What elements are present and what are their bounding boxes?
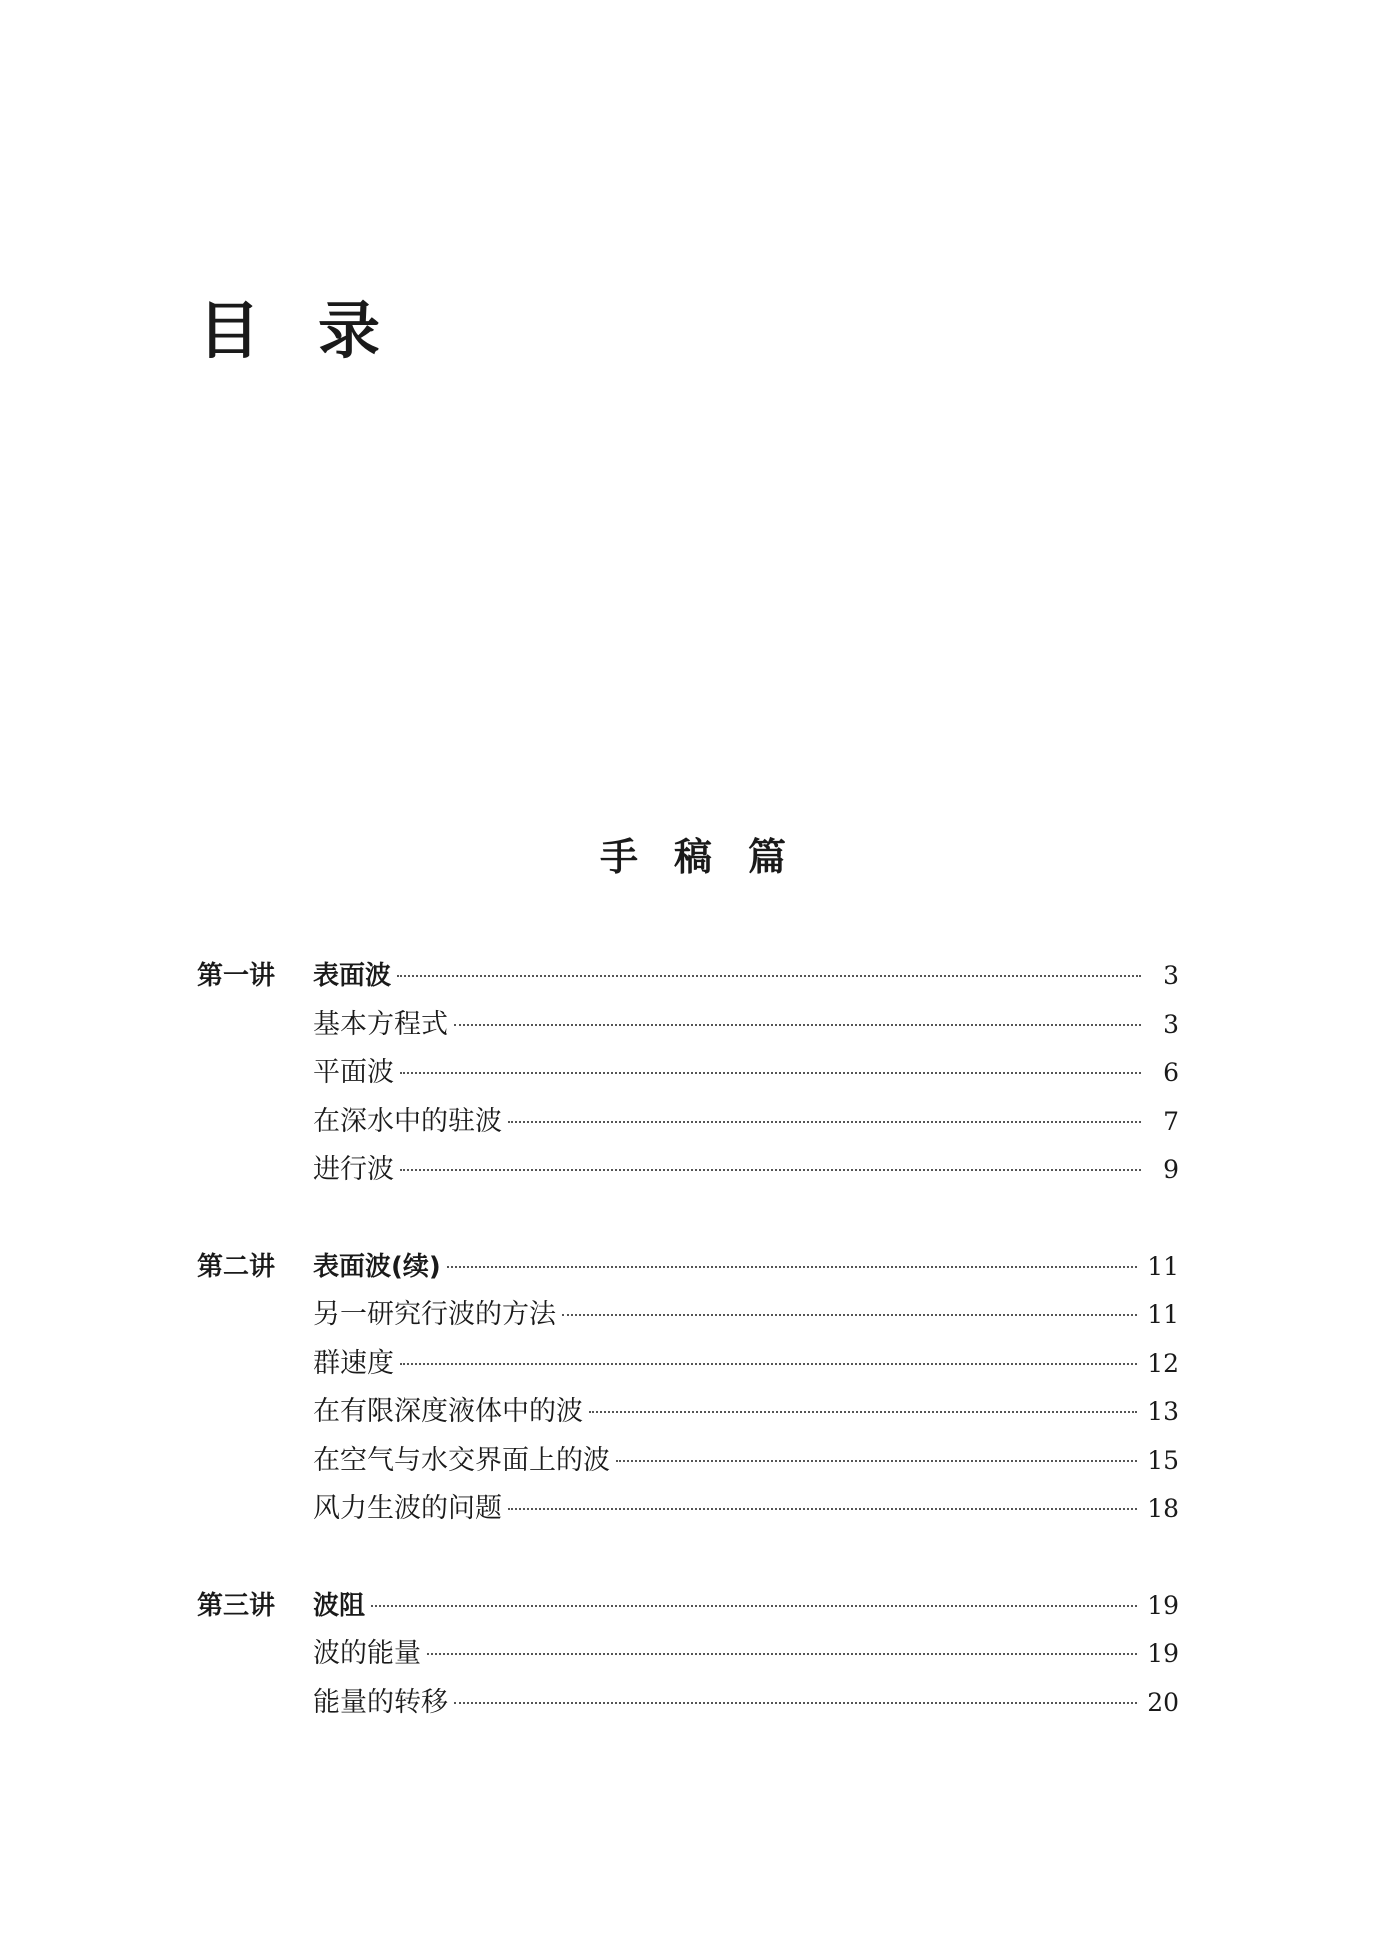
entry-title: 另一研究行波的方法: [313, 1299, 556, 1330]
toc-entry[interactable]: [197, 1485, 1179, 1534]
entry-title: 平面波: [313, 1057, 394, 1088]
toc-entry[interactable]: [197, 1291, 1179, 1340]
toc-entry[interactable]: [197, 1001, 1179, 1050]
toc-entry[interactable]: [197, 1679, 1179, 1728]
toc-entry[interactable]: [197, 1630, 1179, 1679]
toc-lecture-2: [197, 1243, 1179, 1534]
dot-leader: [454, 1702, 1137, 1704]
entry-title: 在有限深度液体中的波: [313, 1396, 583, 1427]
section-heading: 手稿篇: [599, 835, 822, 879]
page-number: 12: [1147, 1348, 1179, 1378]
dot-leader: [508, 1121, 1141, 1123]
page-number: 13: [1147, 1397, 1179, 1426]
page-number: 18: [1147, 1494, 1179, 1523]
toc-entry[interactable]: [197, 1049, 1179, 1098]
toc-lecture-row[interactable]: [197, 952, 1179, 1001]
dot-leader: [400, 1169, 1141, 1171]
dot-leader: [454, 1024, 1141, 1026]
entry-title: 在空气与水交界面上的波: [313, 1444, 610, 1476]
page-number: 19: [1147, 1590, 1179, 1620]
page-number: 6: [1163, 1058, 1179, 1087]
table-of-contents: [197, 952, 1179, 1775]
entry-title: 波的能量: [313, 1638, 421, 1669]
dot-leader: [427, 1653, 1137, 1655]
lecture-label: 第三讲: [197, 1590, 276, 1621]
lecture-label: 第一讲: [197, 961, 276, 991]
dot-leader: [616, 1460, 1137, 1462]
page-number: 7: [1163, 1106, 1179, 1136]
dot-leader: [447, 1266, 1137, 1268]
page-number: 11: [1147, 1251, 1179, 1281]
toc-entry[interactable]: [197, 1340, 1179, 1389]
dot-leader: [397, 975, 1141, 977]
entry-title: 风力生波的问题: [313, 1493, 502, 1524]
entry-title: 在深水中的驻波: [313, 1105, 502, 1137]
page-number: 19: [1147, 1639, 1179, 1668]
dot-leader: [371, 1605, 1137, 1607]
entry-title: 群速度: [313, 1347, 394, 1379]
lecture-title: 表面波: [313, 961, 392, 991]
toc-entry[interactable]: [197, 1437, 1179, 1486]
entry-title: 能量的转移: [313, 1686, 448, 1718]
page-number: 3: [1163, 1009, 1179, 1039]
dot-leader: [508, 1508, 1137, 1510]
lecture-title: 表面波(续): [313, 1251, 441, 1282]
lecture-title: 波阻: [313, 1590, 366, 1621]
page-number: 15: [1147, 1445, 1179, 1475]
page-number: 3: [1163, 961, 1179, 990]
dot-leader: [589, 1411, 1137, 1413]
toc-entry[interactable]: [197, 1146, 1179, 1195]
page-number: 20: [1147, 1687, 1179, 1717]
entry-title: 基本方程式: [313, 1008, 448, 1040]
toc-entry[interactable]: [197, 1388, 1179, 1437]
dot-leader: [562, 1314, 1137, 1316]
toc-entry[interactable]: [197, 1098, 1179, 1147]
toc-lecture-1: [197, 952, 1179, 1195]
page-number: 9: [1163, 1155, 1179, 1184]
lecture-label: 第二讲: [197, 1251, 276, 1282]
toc-lecture-row[interactable]: [197, 1582, 1179, 1631]
dot-leader: [400, 1072, 1141, 1074]
toc-lecture-3: [197, 1582, 1179, 1728]
page-number: 11: [1147, 1300, 1179, 1329]
entry-title: 进行波: [313, 1154, 394, 1185]
dot-leader: [400, 1363, 1137, 1365]
toc-lecture-row[interactable]: [197, 1243, 1179, 1292]
page-title: 目录: [198, 294, 439, 367]
